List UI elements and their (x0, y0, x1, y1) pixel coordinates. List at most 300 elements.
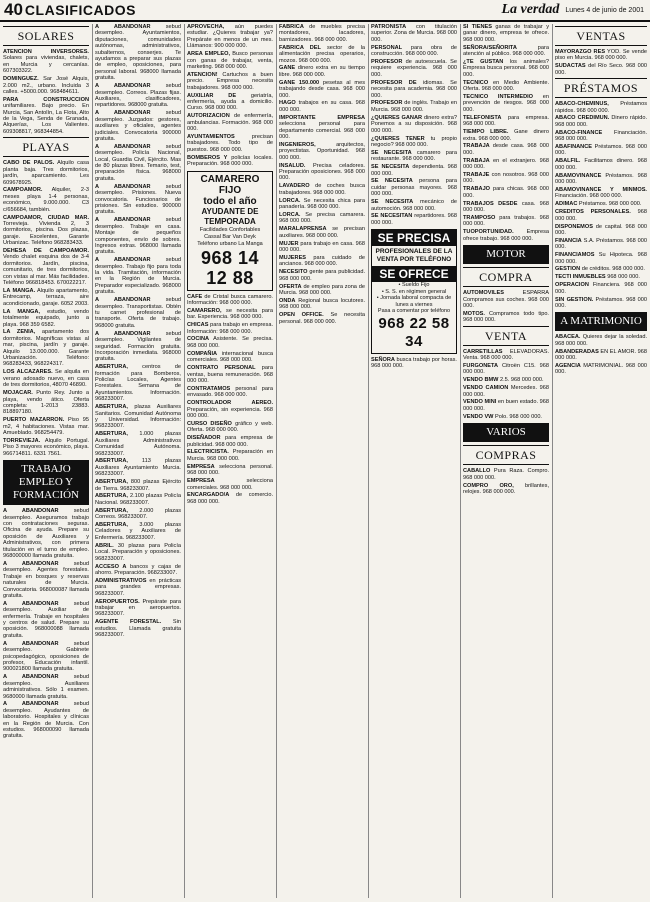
ad-text: persona para cuidar personas mayores. 968 000 000. (371, 178, 457, 198)
ad-text: Alquilo casa planta baja. Tres dormitorios, jardín, aparcamiento. Les 609678925. (3, 160, 89, 186)
ad-text: de inglés. Trabajo en Murcia. 968 000 000. (371, 100, 457, 113)
camarero-ad (187, 171, 273, 291)
classified-ad (463, 115, 549, 128)
ad-text: centros de formación para Bomberos, Policías Locales, Agentes Forestales. Semana de Ayuntamientos. Información. 968233007. (95, 364, 181, 403)
subsection-heading: COMPRAS (463, 445, 549, 465)
classified-ad (187, 421, 273, 434)
ad-text: se necesita para bar. Experiencia. 968 000 000. (187, 307, 273, 321)
ad-keyword: HAGO (279, 100, 296, 107)
ad-text: gente para publicidad. 968 000 000. (279, 269, 365, 282)
ad-text: para ventas, buena remuneración. 968 000 000. (187, 365, 273, 384)
classified-ad (555, 349, 647, 362)
category-banner: VARIOS (463, 423, 549, 442)
ad-text: bancos y cajas de ahorro. Preparación. 968233007. (95, 563, 181, 576)
ad-text: 3.000 plazas Celadores y Auxiliares de Enfermería. 968233007. (95, 522, 181, 541)
classified-ad (279, 163, 365, 182)
ad-keyword: ATENCION INVERSORES. (3, 49, 89, 55)
classified-ad (95, 564, 181, 577)
ad-text: Asistente. Se precisa. 968 000 000. (187, 336, 273, 349)
ad-text: pesetas al mes trabajando desde casa. 968 000 000. (279, 79, 365, 99)
page-header (0, 0, 650, 22)
classified-ad (279, 45, 365, 64)
ad-keyword: SEÑORA (371, 356, 395, 363)
ad-keyword: SE NECESITA (371, 178, 413, 185)
ad-text: de coches busca trabajadores. 968 000 000. (279, 183, 365, 196)
ad-keyword: ¿QUIERES TENER (371, 135, 425, 142)
classified-ad (463, 186, 549, 199)
classified-ad (371, 213, 457, 226)
classified-ad (279, 198, 365, 211)
classified-ad (3, 187, 89, 213)
ad-text: para empresa de publicidad. 968 000 000. (187, 435, 273, 448)
classified-ad (279, 298, 365, 311)
classified-ad (187, 449, 273, 462)
classified-ad (3, 508, 89, 559)
ad-text: mecánico de automoción. 968 000 000. (371, 199, 457, 212)
classified-ad (187, 308, 273, 321)
ad-keyword: TECNICO (463, 79, 489, 86)
classified-ad (95, 404, 181, 430)
ad-text: Se alquila en verano adosado nuevo, en casa de tres dormitorios, 48070 46890. (3, 369, 89, 389)
classified-ad (371, 199, 457, 212)
category-banner: A MATRIMONIO (555, 312, 647, 331)
classified-ad (555, 115, 647, 128)
ad-keyword: ABACO CREDIMUN. (555, 115, 610, 122)
ad-keyword: A ABANDONAR (95, 257, 151, 264)
classified-ad (187, 134, 273, 153)
ad-keyword: PARA CONSTRUCCION (3, 96, 89, 103)
ad-text: desde casa. 968 000 000. (463, 143, 549, 156)
ad-text: ESPARRA Compramos sus coches. 968 000 000. (463, 290, 549, 309)
ad-keyword: LOS ALCAZARES. (3, 369, 53, 376)
ad-text: ganas de trabajar y ganar dinero, empresa te ofrece. 968 000 000. (463, 24, 549, 43)
classified-ad (463, 483, 549, 496)
classified-ad (279, 65, 365, 78)
column-3 (187, 24, 273, 898)
classified-ad (279, 142, 365, 161)
classified-ad (555, 187, 647, 200)
ad-text: para cuidado de ancianos. 968 000 000. (279, 254, 365, 268)
ad-text: unifamiliares. Bajo precio. En Murcia, San Antolín, La Flota, Alto de la Vega, Senda de Granada, Alquerías, Los Valientes. 609308817, 968344854. (3, 103, 89, 135)
ad-text: Alquilo apartamento, Entrecamp, terraza, aire acondicionado, garaje. 6052 2003. (3, 288, 89, 307)
classified-ad (371, 59, 457, 78)
ad-text: en prácticas para grandes empresas. 968233007. (95, 577, 181, 597)
ad-keyword: CONTRATAMOS (187, 385, 231, 392)
ad-keyword: SE NECESITA (371, 164, 410, 171)
classified-ad (95, 619, 181, 638)
masthead: La verdad (501, 2, 560, 17)
classified-ad (463, 349, 549, 362)
ad-keyword: COMPAÑIA (187, 350, 218, 357)
column-7 (555, 24, 647, 898)
ad-text: 2.000 plazas Correos. 968233007. (95, 507, 181, 521)
ad-keyword: NECESITO (279, 269, 308, 276)
ad-keyword: PROFESOR DE (371, 79, 417, 86)
column-divider (552, 24, 553, 898)
classified-ad (95, 217, 181, 255)
ad-keyword: LA ZENIA, (3, 329, 36, 336)
classified-ad (3, 417, 89, 436)
ad-text: repartidores. 968 000 000. (371, 213, 457, 226)
classified-ad (95, 83, 181, 109)
ad-text: EN EL AMOR. 968 000 000. (555, 348, 647, 362)
ad-keyword: LORCA. (279, 197, 301, 204)
classified-ad (371, 178, 457, 197)
ad-text: Se necesita personal. 968 000 000. (279, 312, 365, 325)
ad-keyword: CABO DE PALOS. (3, 160, 55, 167)
ad-keyword: GESTION (555, 266, 581, 273)
ad-text: los animales? Empresa busca personal. 968 000 000. (463, 59, 549, 78)
ad-text: 2.100 plazas Policía Nacional. 968233007. (95, 493, 181, 506)
ad-keyword: ABACEA. (555, 334, 581, 341)
ad-keyword: A ABANDONAR (95, 24, 151, 30)
ad-text: tu propio negocio? 968 000 000. (371, 135, 457, 148)
classified-ad (279, 255, 365, 268)
ad-keyword: OPERACION (555, 282, 589, 289)
category-banner: TRABAJO EMPLEO Y FORMACIÓN (3, 460, 89, 505)
ad-keyword: ADIMAC (555, 201, 578, 208)
column-divider (460, 24, 461, 898)
classified-ad (187, 478, 273, 491)
ad-keyword: ABAMOVINANCE Y MINMOS. (555, 187, 647, 193)
classified-ad (371, 100, 457, 113)
subsection-heading: COMPRA (463, 267, 549, 287)
ad-keyword: ADMINISTRATIVOS (95, 577, 147, 584)
classified-ad (555, 209, 647, 222)
ad-keyword: ABERTURA, (95, 404, 128, 411)
ad-keyword: DOMINGUEZ. (3, 76, 39, 83)
classified-ad (279, 80, 365, 99)
ad-keyword: AGENCIA (555, 363, 581, 370)
classified-ad (95, 578, 181, 597)
classified-ad (95, 110, 181, 142)
ad-keyword: ABANDERADAS (555, 348, 599, 355)
classified-ad (463, 80, 549, 93)
ad-text: 968 000 000. (605, 274, 640, 281)
classified-ad (3, 215, 89, 247)
classified-ad (463, 143, 549, 156)
ad-keyword: A ABANDONAR (95, 330, 151, 337)
classified-ad (187, 93, 273, 112)
ad-text: con titulación superior. Zona de Murcia. 968 000 000. (371, 24, 457, 43)
ad-text: Préstamos. 968 000 000. (555, 296, 647, 309)
classified-ad (3, 641, 89, 673)
classified-ad (3, 561, 89, 599)
camarero-ad-line6: Teléfono urbano La Manga (197, 240, 263, 247)
ad-text: Préstamos. 968 000 000. (555, 172, 647, 186)
ad-text: sebud desempleo. Trabajo fijo para toda la vida. Tramitación, información en la Región de Murcia. Preparador especializado. 968000 gratuita. (95, 257, 181, 296)
classified-ad (279, 284, 365, 297)
classified-ad (463, 45, 549, 58)
ad-keyword: A ABANDONAR (95, 183, 151, 190)
classified-ad (555, 363, 647, 376)
ad-keyword: AREA EMPLEO, (187, 51, 231, 58)
ad-text: Precisa celadores. Preparación oposiciones. 968 000 000. (279, 162, 365, 182)
ad-text: brillantes, relojes. 968 000 000. (463, 482, 549, 495)
ad-keyword: MARALAPRENSA (279, 226, 327, 233)
ad-text: Prepárate para trabajar en aeropuertos. 968233007. (95, 598, 181, 618)
ad-keyword: AUTOMOVILES (463, 290, 504, 297)
ad-keyword: ABALFIL. (555, 158, 581, 165)
ad-keyword: LA MANGA. (3, 288, 36, 294)
ad-text: con nosotros. 968 000 000. (463, 172, 549, 185)
classified-ad (463, 158, 549, 171)
classified-ad (279, 183, 365, 196)
ad-text: Empresa ofrece trabajo. 968 000 000. (463, 229, 549, 242)
precisa-l3: • Jornada laboral compacta de lunes a viernes (376, 295, 452, 308)
ad-keyword: CAFE (187, 293, 203, 300)
column-divider (184, 24, 185, 898)
ad-text: Préstamos. 968 000 000. (577, 201, 642, 208)
ad-text: sebud desempleo. Auxiliar de enfermería. Trabaje en hospitales y centros de salud. Prepare su oposición. 968000088 llamada gratuita. (3, 600, 89, 639)
section-heading: PRÉSTAMOS (555, 78, 647, 98)
ad-text: Financiera. 968 000 000. (555, 282, 647, 295)
classified-ad (463, 229, 549, 242)
ad-keyword: EMPRESA (187, 463, 215, 470)
ad-keyword: CAMPOAMOR, CIUDAD MAR. (3, 214, 89, 221)
ad-text: busca trabajo por horas. 968 000 000. (371, 356, 457, 370)
classified-ad (463, 363, 549, 376)
ad-keyword: CREDITOS PERSONALES. (555, 209, 631, 216)
ad-keyword: OFERTA (279, 283, 302, 290)
classified-ad (371, 164, 457, 177)
camarero-ad-line4: Facilidades Confortables (199, 226, 261, 233)
ad-keyword: FINANCIAMOS (555, 252, 595, 259)
ad-text: Alquilo Portugal. Piso 3 mayores económico, playa. 966714811. 6331 7561. (3, 437, 89, 457)
classified-ad (187, 464, 273, 477)
classified-ad (555, 224, 647, 237)
classified-ad (3, 329, 89, 367)
classified-ad (279, 212, 365, 225)
classified-ad (95, 24, 181, 82)
classified-ad (371, 115, 457, 134)
ad-text: Gane dinero extra. 968 000 000. (463, 129, 549, 142)
ad-text: ELEVADORAS. Venta. 968 000 000. (463, 348, 549, 362)
classified-ad (187, 51, 273, 70)
ad-keyword: DEHESA DE CAMPOAMOR. (3, 248, 89, 255)
ad-text: dinero extra? Ponemos a su disposición. 968 000 000. (371, 114, 457, 134)
ad-keyword: TRABAJO (463, 186, 491, 193)
ad-keyword: ABAFINANCE (555, 144, 592, 151)
ad-keyword: ¿TE GUSTAN (463, 59, 504, 66)
ad-keyword: TELEFONISTA (463, 114, 502, 121)
classified-ad (555, 158, 647, 171)
ad-keyword: LAVADERO (279, 183, 310, 190)
classified-ad (3, 369, 89, 388)
ad-text: 30 plazas para Policía Local. Preparación y oposiciones. 968233007. (95, 542, 181, 562)
ad-keyword: A ABANDONAR (3, 701, 59, 708)
classified-ad (187, 294, 273, 307)
classified-ad (555, 274, 647, 280)
ad-keyword: PROFESOR (371, 100, 403, 107)
ad-keyword: A ABANDONAR (95, 297, 151, 304)
column-2 (95, 24, 181, 898)
classified-ad (463, 172, 549, 185)
camarero-ad-line3: AYUDANTE DE TEMPORADA (201, 206, 259, 226)
precisa-l2: • S. S. en régimen general (381, 288, 447, 295)
ad-text: sebud desempleo. Auxiliares administrativos. Sólo 1 examen. 9680000 llamada gratuita. (3, 674, 89, 700)
ad-keyword: ABERTURA, (95, 431, 128, 438)
ad-text: Alquiler, 2-3 meses playa 1-4 personas, económico, 9.000.000. C3 c/656684, también. (3, 187, 89, 213)
ad-keyword: ¿QUIERES GANAR (371, 114, 423, 121)
ad-keyword: AUTORIZACION (187, 113, 230, 120)
page-number: 40 (4, 0, 23, 19)
ad-text: YOD. Se vende piso en Murcia. 968 000 000. (555, 49, 647, 62)
classified-ad (95, 364, 181, 402)
ad-text: personal para envasado. 968 000 000. (187, 385, 273, 399)
ad-keyword: ABERTURA, (95, 479, 128, 486)
ad-text: de Cristal busca camarero. Información: 968 000 000. (187, 293, 273, 306)
ad-keyword: TIEMPO LIBRE. (463, 129, 509, 136)
ad-keyword: MUJER (279, 240, 299, 247)
ad-text: sebud desempleo. Correos. Plazas fijas. Auxiliares, clasificadores, repartidores. 968000 gratuita. (95, 83, 181, 109)
classified-ad (95, 543, 181, 562)
ad-keyword: COCINA (187, 336, 210, 343)
classified-ad (555, 238, 647, 251)
classified-ad (371, 45, 457, 58)
ad-text: 800 plazas Ejército de Tierra. 968233007. (95, 479, 181, 492)
ad-text: sebud desempleo. Aseguramos trabajo con contrataciones seguras. Oficina de ayuda. Prepare su oposición de Auxiliares y Administrativos, con primera titulación en el turno de empleo. 968000000 llamada gratuita. (3, 508, 89, 559)
classified-ad (463, 129, 549, 142)
ad-keyword: ABACO-FINANCE (555, 129, 603, 136)
ad-keyword: VENDO CAMION (463, 385, 509, 392)
ad-text: Facilitamos dinero. 968 000 000. (555, 158, 647, 171)
ad-keyword: ABERTURA, (95, 493, 128, 500)
classified-ad (555, 49, 647, 62)
ad-keyword: FABRICA DEL (279, 44, 321, 51)
ad-text: de créditos. 968 000 000. (580, 266, 645, 273)
ad-text: trabajos en su casa. 968 000 000. (279, 100, 365, 113)
ad-text: Préstamos rápidos. 968 000 000. (555, 101, 647, 114)
se-precisa-ad (371, 229, 457, 354)
camarero-ad-line5: Cassal Bar Van Deyk (204, 233, 256, 240)
ad-keyword: OPEN OFFICE. (279, 312, 324, 319)
classified-ad (3, 49, 89, 75)
ad-keyword: A ABANDONAR (95, 217, 151, 224)
ad-keyword: TUOPORTUNIDAD. (463, 229, 514, 236)
ad-keyword: COMPRO ORO, (463, 482, 514, 489)
ad-keyword: AUXILIAR DE (187, 92, 237, 99)
classified-ad (95, 144, 181, 182)
ad-text: de autoescuela. Se requiere experiencia. 968 000 000. (371, 59, 457, 78)
ad-keyword: TRABAJOS DESDE (463, 200, 518, 207)
classified-ad (187, 435, 273, 448)
ad-text: se precisan auxiliares. 968 000 000. (279, 226, 365, 239)
ad-text: sebud desempleo. Prisiones. Nueva convocatoria. Funcionarios de prisiones. Sin estudios. 900000 gratuita. (95, 183, 181, 216)
ad-text: para atención al público. 968 000 000. (463, 44, 549, 58)
ad-text: Su Hipoteca. 968 000 000. (555, 252, 647, 265)
ad-keyword: IMPORTANTE EMPRESA (279, 114, 365, 121)
classified-ad (371, 80, 457, 99)
classified-ad (187, 113, 273, 132)
ad-keyword: CONTROLADOR AEREO. (187, 400, 273, 407)
precisa-top: SE PRECISA (372, 230, 456, 246)
ad-text: del Río Seco. 968 000 000. (555, 63, 647, 76)
ad-keyword: MOTOS. (463, 310, 485, 317)
classified-ad (95, 331, 181, 363)
ad-keyword: CHICAS (187, 322, 209, 329)
ad-text: Se necesita chica para panadería. 968 000 000. (279, 197, 365, 211)
ad-keyword: INGENIEROS, (279, 141, 316, 148)
ad-keyword: TECNICO INTERMEDIO (463, 94, 534, 101)
ad-keyword: ENCARGADO/A (187, 492, 230, 499)
ad-keyword: CABALLO (463, 468, 491, 475)
ad-text: sebud desempleo. Trabaje en casa. Montaje de pequeños componentes, envío de sobres. Ingresos extras. 968000 llamada gratuita. (95, 217, 181, 256)
ad-keyword: SE NECESITAN (371, 213, 413, 220)
ad-keyword: AEROPUERTOS. (95, 598, 140, 605)
ad-text: 2.5. 968 000 000. (498, 377, 544, 384)
ad-keyword: FABRICA (279, 24, 304, 30)
classified-ad (371, 136, 457, 149)
ad-keyword: MUJERES (279, 254, 307, 261)
classified-ad (279, 241, 365, 254)
ad-text: estudio, vendo totalmente equipado, junto a playa. 968 359 6582. (3, 308, 89, 328)
ad-text: Financiación. 968 000 000. (555, 193, 623, 200)
ad-keyword: A ABANDONAR (3, 600, 59, 607)
ad-text: Mercedes. 968 000 000. (463, 385, 549, 398)
classified-ad (279, 226, 365, 239)
ad-text: para trabajo en empresa. Información: 968 000 000. (187, 322, 273, 335)
ad-keyword: AGENTE FORESTAL. (95, 619, 162, 626)
ad-text: Piso 95 m2, 4 habitaciones. Vistas mar. Amueblado. 968254479. (3, 417, 89, 437)
ad-keyword: VENDO BMW (463, 377, 499, 384)
ad-keyword: SIN GESTION. (555, 296, 594, 303)
ad-keyword: ABERTURA, (95, 507, 128, 514)
ad-text: de enfermería, ambulancias. Formación. 968 000 000. (187, 113, 273, 133)
classified-ad (3, 248, 89, 286)
ad-keyword: A ABANDONAR (3, 560, 59, 567)
ad-text: de empleo para zona de Murcia. 968 000 000. (279, 283, 365, 296)
classified-ad (555, 63, 647, 76)
category-banner: MOTOR (463, 245, 549, 264)
ad-text: para empresa. 968 000 000. (463, 114, 549, 128)
ad-keyword: LA MANGA, (3, 308, 41, 315)
ad-keyword: ABERTURA, (95, 458, 128, 465)
ad-text: MATRIMONIAL. 968 000 000. (555, 363, 647, 376)
column-divider (368, 24, 369, 898)
ad-keyword: DISPONEMOS (555, 223, 593, 230)
ad-text: sebud desempleo. Vigilantes de seguridad. Formación gratuita. Incorporación inmediata. 968000 gratuita. (95, 330, 181, 363)
ad-text: selecciona personal. 968 000 000. (187, 463, 273, 477)
precisa-mid: PROFESIONALES DE LA VENTA POR TELÉFONO (375, 248, 453, 264)
ad-keyword: VENDO VW (463, 413, 494, 420)
classified-ad (463, 311, 549, 324)
ad-keyword: SEÑORA/SEÑORITA (463, 44, 517, 51)
classified-ad (3, 160, 89, 186)
classified-ad (3, 288, 89, 307)
classified-ad (463, 399, 549, 412)
ad-text: internacional busca comerciales. 968 000 000. (187, 350, 273, 364)
ad-text: sebud desempleo. Policía Nacional, Local, Guardia Civil, Ejército. Mas de 80 plazas libres. Temario, test, preparación física. 968000 gratuita. (95, 143, 181, 182)
ad-keyword: TRABAJA (463, 157, 490, 164)
ad-text: en el extranjero. 968 000 000. (463, 157, 549, 171)
classified-ad (371, 24, 457, 43)
classified-ad (95, 479, 181, 492)
ad-keyword: A ABANDONAR (3, 674, 59, 681)
classified-ad (187, 322, 273, 335)
ad-text: Solares para viviendas, chalets, en Murcia y cercanías. 607303322. (3, 55, 89, 75)
ad-text: Sar José Alquis, 2.000 m2., urbano. Incluida 3 calles. +5000.000. 968484611. (3, 76, 89, 95)
ad-text: dinero extra en su tiempo libre. 968 000 000. (279, 65, 365, 78)
precisa-phone: 968 22 58 34 (378, 314, 450, 350)
ad-text: Preparación, sin experiencia. 968 000 000. (187, 406, 273, 419)
ad-text: Dinero rápido. 968 000 000. (555, 115, 647, 128)
ad-keyword: SE NECESITA (371, 149, 412, 156)
ad-keyword: INSALUD. (279, 162, 306, 169)
ad-text: para trabajos. 968 000 000. (463, 214, 549, 228)
ad-keyword: ABERTURA, (95, 522, 128, 529)
classified-ad (463, 201, 549, 214)
